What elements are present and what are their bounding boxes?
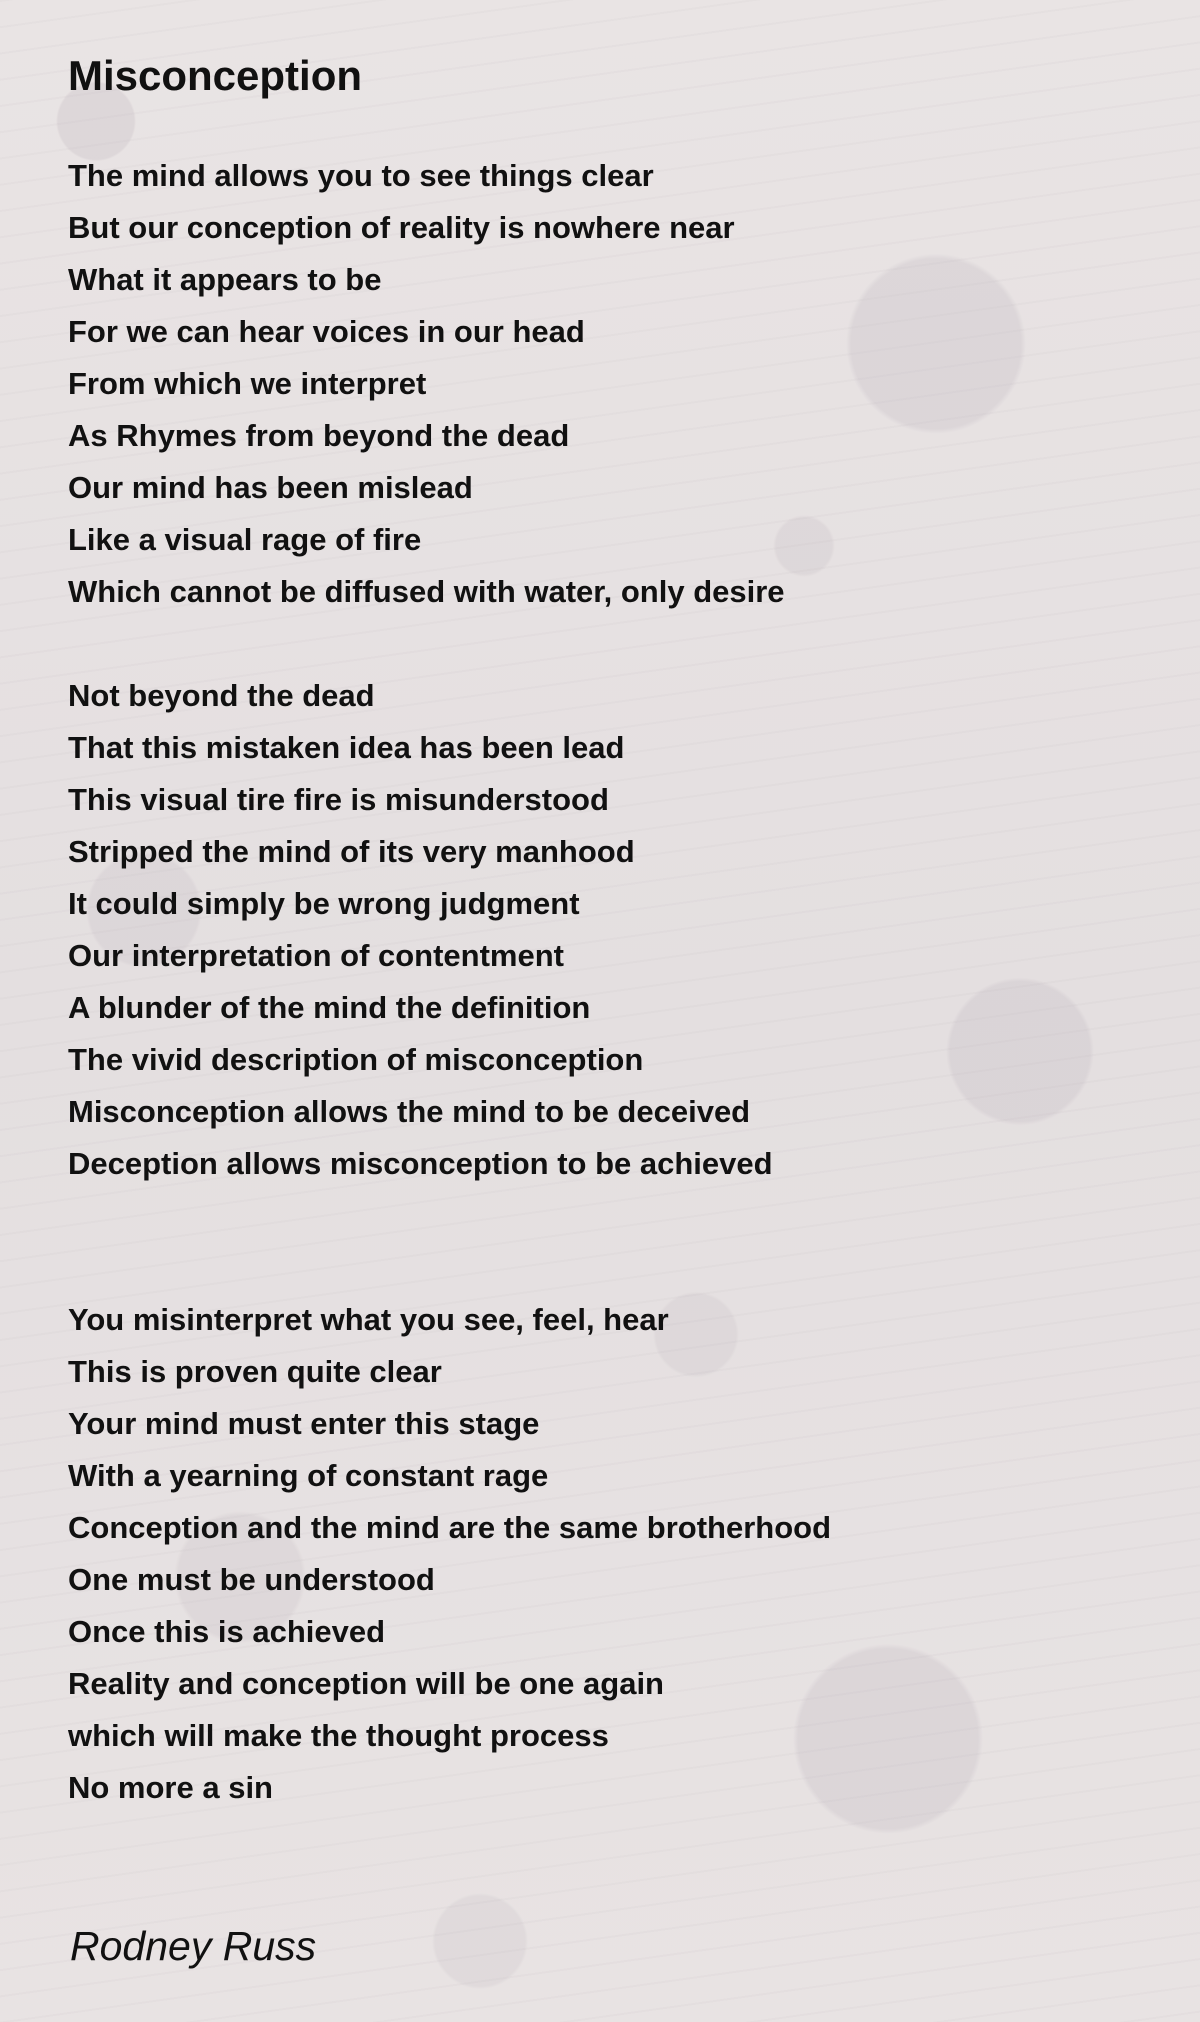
- poem-line: Which cannot be diffused with water, only desire: [68, 574, 785, 609]
- poem-line: The vivid description of misconception: [68, 1042, 644, 1077]
- poem-line: Our mind has been mislead: [68, 470, 473, 505]
- poem-line: For we can hear voices in our head: [68, 314, 585, 349]
- poem-line: One must be understood: [68, 1562, 435, 1597]
- poem-line: Like a visual rage of fire: [68, 522, 422, 557]
- poem-line: Reality and conception will be one again: [68, 1666, 664, 1701]
- poem-line: This is proven quite clear: [68, 1354, 442, 1389]
- poem-line: No more a sin: [68, 1770, 273, 1805]
- poem-line: This visual tire fire is misunderstood: [68, 782, 609, 817]
- poem-line: As Rhymes from beyond the dead: [68, 418, 570, 453]
- poem-line: Conception and the mind are the same brotherhood: [68, 1510, 832, 1545]
- poem-line: Not beyond the dead: [68, 678, 375, 713]
- poem-line: But our conception of reality is nowhere near: [68, 210, 735, 245]
- poem-line: What it appears to be: [68, 262, 382, 297]
- poem-line: Our interpretation of contentment: [68, 938, 564, 973]
- stanza-2: [68, 670, 1148, 1190]
- poem-line: which will make the thought process: [68, 1718, 609, 1753]
- poem-line: You misinterpret what you see, feel, hear: [68, 1302, 669, 1337]
- poem-title: Misconception: [68, 52, 363, 99]
- poem-author: Rodney Russ: [70, 1923, 317, 1969]
- poem-line: Misconception allows the mind to be deceived: [68, 1094, 751, 1129]
- poem-line: From which we interpret: [68, 366, 427, 401]
- stanza-1: [68, 150, 1148, 618]
- stanza-3: [68, 1294, 1148, 1814]
- poem-line: A blunder of the mind the definition: [68, 990, 591, 1025]
- poem-body: [68, 150, 1148, 1866]
- poem-line: Stripped the mind of its very manhood: [68, 834, 635, 869]
- poem-line: The mind allows you to see things clear: [68, 158, 654, 193]
- poem-line: That this mistaken idea has been lead: [68, 730, 625, 765]
- poem-line: Deception allows misconception to be achieved: [68, 1146, 773, 1181]
- poem-line: It could simply be wrong judgment: [68, 886, 580, 921]
- poem-line: Your mind must enter this stage: [68, 1406, 540, 1441]
- poem-line: With a yearning of constant rage: [68, 1458, 549, 1493]
- poem-line: Once this is achieved: [68, 1614, 386, 1649]
